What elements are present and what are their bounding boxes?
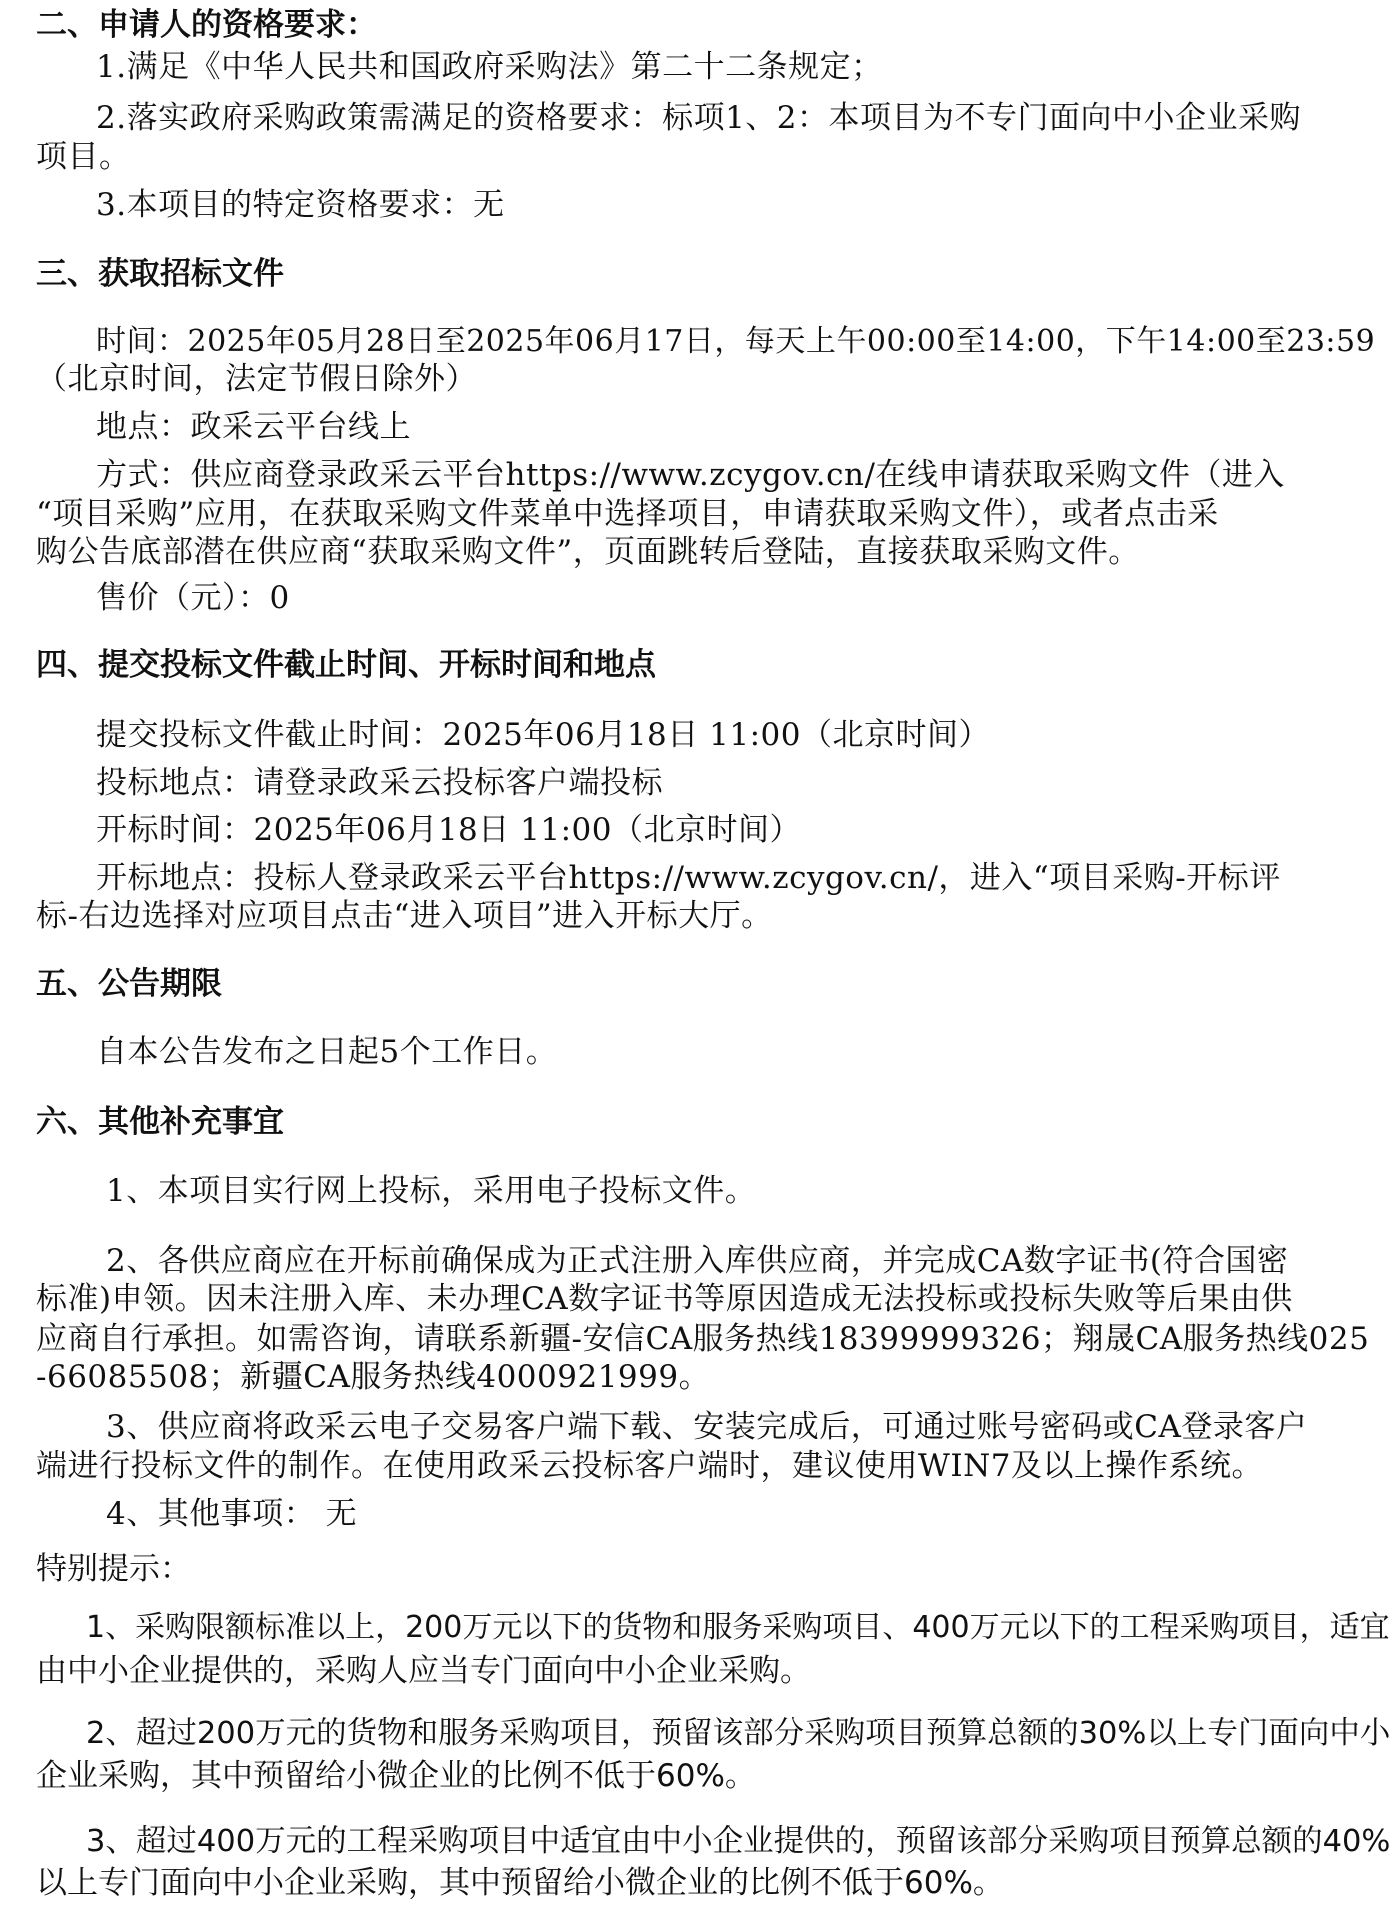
section-2-line-3: 项目。 [36,139,131,175]
section-4-line-1: 提交投标文件截止时间：2025年06月18日 11:00（北京时间） [96,717,990,753]
section-3-heading: 三、获取招标文件 [36,256,284,292]
section-3-line-6: 购公告底部潜在供应商“获取采购文件”，页面跳转后登陆，直接获取采购文件。 [36,534,1140,570]
section-3-line-5: “项目采购”应用，在获取采购文件菜单中选择项目，申请获取采购文件），或者点击采 [36,496,1219,532]
notice-line-1: 1、采购限额标准以上，200万元以下的货物和服务采购项目、400万元以下的工程采购项目，适宜 [86,1610,1390,1645]
section-2-heading: 二、申请人的资格要求： [36,7,377,43]
notice-line-3: 2、超过200万元的货物和服务采购项目，预留该部分采购项目预算总额的30%以上专门面向中小 [86,1716,1391,1751]
section-6-line-7: 端进行投标文件的制作。在使用政采云投标客户端时，建议使用WIN7及以上操作系统。 [36,1448,1263,1484]
notice-heading: 特别提示： [36,1551,191,1587]
section-2-line-1: 1.满足《中华人民共和国政府采购法》第二十二条规定； [96,49,883,85]
notice-line-6: 以上专门面向中小企业采购，其中预留给小微企业的比例不低于60%。 [36,1865,1004,1901]
section-3-line-1: 时间：2025年05月28日至2025年06月17日，每天上午00:00至14:00，下午14:00至23:59 [96,324,1376,359]
section-3-line-4: 方式：供应商登录政采云平台https://www.zcygov.cn/在线申请获取采购文件（进入 [96,457,1285,493]
section-6-line-6: 3、供应商将政采云电子交易客户端下载、安装完成后，可通过账号密码或CA登录客户 [106,1409,1308,1445]
section-3-line-7: 售价（元）：0 [96,580,290,616]
section-6-line-4: 应商自行承担。如需咨询，请联系新疆-安信CA服务热线18399999326；翔晟CA服务热线025 [36,1321,1370,1357]
section-5-line-1: 自本公告发布之日起5个工作日。 [96,1034,558,1070]
section-4-line-5: 标-右边选择对应项目点击“进入项目”进入开标大厅。 [36,898,773,934]
section-3-line-3: 地点：政采云平台线上 [96,409,411,445]
notice-line-2: 由中小企业提供的，采购人应当专门面向中小企业采购。 [36,1653,811,1689]
section-6-line-2: 2、各供应商应在开标前确保成为正式注册入库供应商，并完成CA数字证书(符合国密 [106,1243,1289,1279]
section-2-line-2: 2.落实政府采购政策需满足的资格要求：标项1、2：本项目为不专门面向中小企业采购 [96,100,1302,136]
notice-line-4: 企业采购，其中预留给小微企业的比例不低于60%。 [36,1758,756,1794]
section-6-line-5: -66085508；新疆CA服务热线4000921999。 [36,1359,711,1395]
section-4-line-4: 开标地点：投标人登录政采云平台https://www.zcygov.cn/，进入“项目采购-开标评 [96,860,1281,896]
section-6-line-3: 标准)申领。因未注册入库、未办理CA数字证书等原因造成无法投标或投标失败等后果由供 [36,1281,1293,1317]
section-6-heading: 六、其他补充事宜 [36,1104,284,1140]
section-3-line-2: （北京时间，法定节假日除外） [36,361,477,397]
notice-line-5: 3、超过400万元的工程采购项目中适宜由中小企业提供的，预留该部分采购项目预算总额的40% [86,1824,1391,1859]
section-2-line-4: 3.本项目的特定资格要求：无 [96,187,505,223]
section-6-line-1: 1、本项目实行网上投标，采用电子投标文件。 [106,1173,757,1209]
section-6-line-8: 4、其他事项： 无 [106,1496,358,1532]
section-4-heading: 四、提交投标文件截止时间、开标时间和地点 [36,647,656,683]
section-4-line-3: 开标时间：2025年06月18日 11:00（北京时间） [96,812,801,848]
section-5-heading: 五、公告期限 [36,966,222,1002]
section-4-line-2: 投标地点：请登录政采云投标客户端投标 [96,765,663,801]
